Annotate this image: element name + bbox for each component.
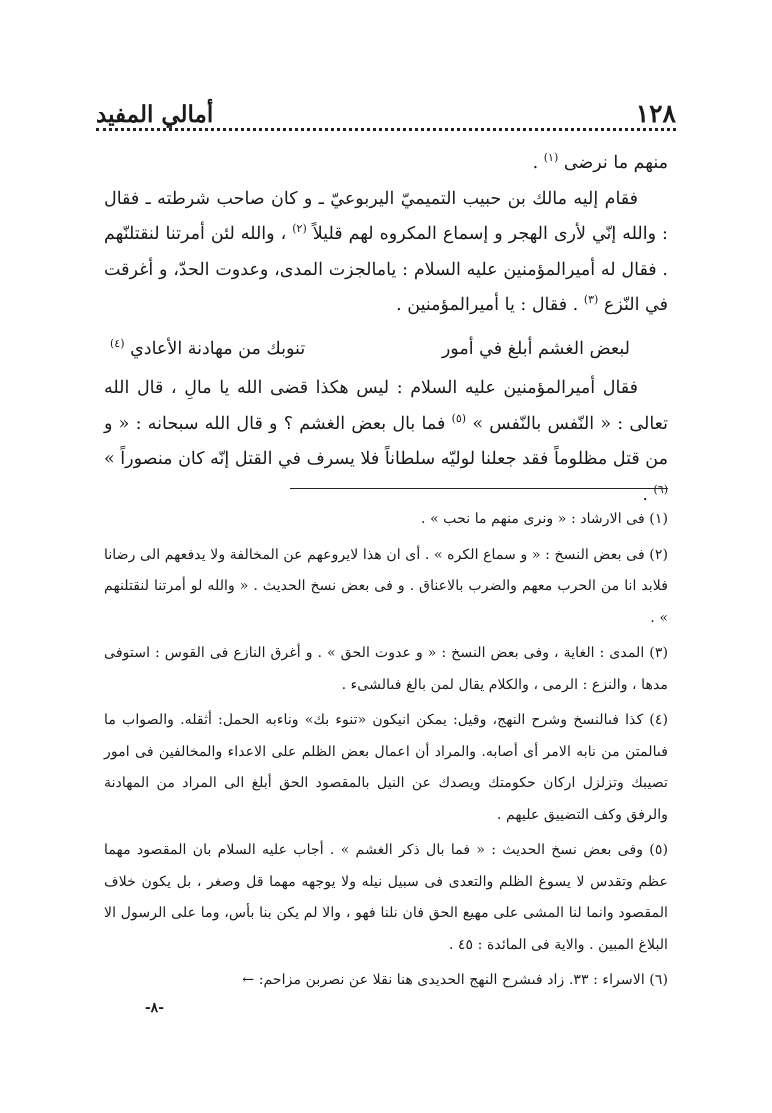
poetry-verse <box>104 332 668 368</box>
paragraph-3: فقال أميرالمؤمنين عليه السلام : ليس هكذا قضى الله يا مالِ ، قال الله تعالى : « النّفس بالنّفس » $^{(٥)}$ فما بال بعض الغشم ؟ و قال الله سبحانه : « و من قتل مظلوماً فقد جعلنا لوليّه سلطاناً فلا يسرف في القتل إنّه كان منصوراً » $^{(٦)}$ . <box>104 378 668 505</box>
footnote-4: (٤) كذا فىالنسخ وشرح النهج، وقيل: يمكن انيكون «تنوء بك» وناءبه الحمل: أثقله. والصواب ما فىالمتن من نابه الامر أى أصابه. والمراد أن اعمال بعض الظلم على الاعداء والمخالفين فى امور تصيبك وتزلزل اركان حكومتك ويصدك عن النيل بالمقصود الحق أبلغ الى المراد من المهادنة والرفق وكف التضييق عليهم . <box>104 712 668 823</box>
footnote-ref-2: (٢) <box>292 222 307 236</box>
footnote-ref-5: (٥) <box>451 411 467 425</box>
paragraph-1: منهم ما نرضى $^{(١)}$ . <box>532 151 668 173</box>
footnote-ref-3: (٣) <box>583 293 599 307</box>
footnote-separator <box>290 488 668 489</box>
running-title: أمالي المفيد <box>96 101 214 128</box>
footnote-ref-4: (٤) <box>110 336 125 350</box>
page-number: ١٢٨ <box>635 99 676 128</box>
footnote-3: (٣) المدى : الغاية ، وفى بعض النسخ : « و عدوت الحق » . و أغرق النازع فى القوس : استوفى مدها ، والنزع : الرمى ، والكلام يقال لمن بالغ فىالشىء . <box>104 645 668 693</box>
footnotes <box>104 504 668 1001</box>
footnote-6: (٦) الاسراء : ٣٣. زاد فىشرح النهج الحديدى هنا نقلا عن نصربن مزاحم: ← <box>242 972 668 988</box>
verse-first-hemistich: لبعض الغشم أبلغ في أمور <box>441 338 630 359</box>
footnote-5: (٥) وفى بعض نسخ الحديث : « فما بال ذكر الغشم » . أجاب عليه السلام بان المقصود مهما عظم وتقدس لا يسوغ الظلم والتعدى فى سبيل نيله ولا يوجهه مهما قل وصغر ، بل يكون خلاف المقصود وانما لنا المشى على مهيع الحق فان نلنا فهو ، والا لم يكن بنا بأس، وما على الرسول الا البلاغ المبين . والاية فى المائدة : ٤٥ . <box>104 842 668 953</box>
paragraph-2: فقام إليه مالك بن حبيب التميميّ اليربوعيّ ـ و كان صاحب شرطته ـ فقال : والله إنّي لأرى الهجر و إسماع المكروه لهم قليلاً $^{(٢)}$ ، والله لئن أمرتنا لنقتلنّهم . فقال له أميرالمؤمنين عليه السلام : يامالجزت المدى، وعدوت الحدّ، و أغرقت في النّزع $^{(٣)}$ . فقال : يا أميرالمؤمنين . <box>104 188 668 315</box>
verse-second-hemistich: تنوبك من مهادنة الأعادي $^{(٤)}$ <box>110 336 306 359</box>
footnote-ref-6: (٦) <box>653 482 668 496</box>
signature-mark: -٨- <box>144 1000 164 1016</box>
main-text <box>104 146 668 513</box>
header-dotted-rule <box>96 128 676 131</box>
footnote-ref-1: (١) <box>543 151 559 165</box>
page-header <box>96 88 676 128</box>
footnote-1: (١) فى الارشاد : « ونرى منهم ما نحب » . <box>420 511 668 527</box>
footnote-2: (٢) فى بعض النسخ : « و سماع الكره » . أى ان هذا لايروعهم عن المخالفة ولا يدفعهم الى رضانا فلابد انا من الحرب معهم والضرب بالاعناق . و فى بعض نسخ الحديث . « والله لو أمرتنا لنقتلنهم » . <box>104 546 668 626</box>
